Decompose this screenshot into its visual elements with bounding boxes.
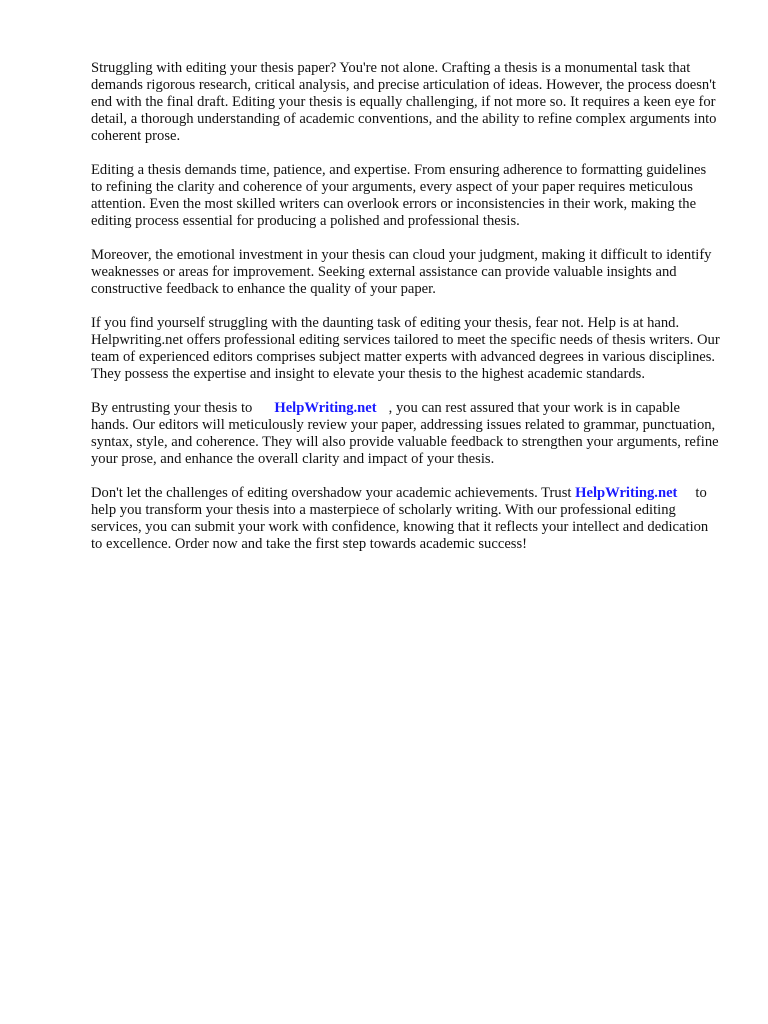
paragraph-trust (91, 485, 721, 553)
helpwriting-link-secondary[interactable]: HelpWriting.net (575, 485, 678, 501)
paragraph-entrusting-rest: , you can rest assured that your work is in capable hands. Our editors will meticulously review your paper, addressing issues related to grammar, punctuation, syntax, style, and coherence. They will also provide valuable feedback to strengthen your arguments, refine your prose, and enhance the overall clarity and impact of your thesis. (91, 400, 719, 467)
paragraph-editing-demands: Editing a thesis demands time, patience, and expertise. From ensuring adherence to formatting guidelines to refining the clarity and coherence of your arguments, every aspect of your paper requires meticulous attention. Even the most skilled writers can overlook errors or inconsistencies in their work, making the editing process essential for producing a polished and professional thesis. (91, 162, 707, 229)
paragraph-entrusting (91, 400, 721, 468)
paragraph-trust-rest: to help you transform your thesis into a masterpiece of scholarly writing. With our professional editing services, you can submit your work with confidence, knowing that it reflects your intellect and dedication to excellence. Order now and take the first step towards academic success! (91, 485, 709, 552)
paragraph-entrusting-lead: By entrusting your thesis to (91, 400, 253, 416)
paragraph-emotional-investment: Moreover, the emotional investment in your thesis can cloud your judgment, making it difficult to identify weaknesses or areas for improvement. Seeking external assistance can provide valuable insights and constructive feedback to enhance the quality of your paper. (91, 247, 712, 297)
paragraph-trust-lead: Don't let the challenges of editing overshadow your academic achievements. Trust (91, 485, 572, 501)
paragraph-help-at-hand: If you find yourself struggling with the daunting task of editing your thesis, fear not. Help is at hand. Helpwriting.net offers professional editing services tailored to meet the specific needs of thesis writers. Our team of experienced editors comprises subject matter experts with advanced degrees in various disciplines. They possess the expertise and insight to elevate your thesis to the highest academic standards. (91, 315, 720, 382)
helpwriting-link[interactable]: HelpWriting.net (274, 400, 377, 416)
document-body (91, 60, 721, 570)
paragraph-intro: Struggling with editing your thesis paper? You're not alone. Crafting a thesis is a monumental task that demands rigorous research, critical analysis, and precise articulation of ideas. However, the process doesn't end with the final draft. Editing your thesis is equally challenging, if not more so. It requires a keen eye for detail, a thorough understanding of academic conventions, and the ability to refine complex arguments into coherent prose. (91, 60, 717, 144)
